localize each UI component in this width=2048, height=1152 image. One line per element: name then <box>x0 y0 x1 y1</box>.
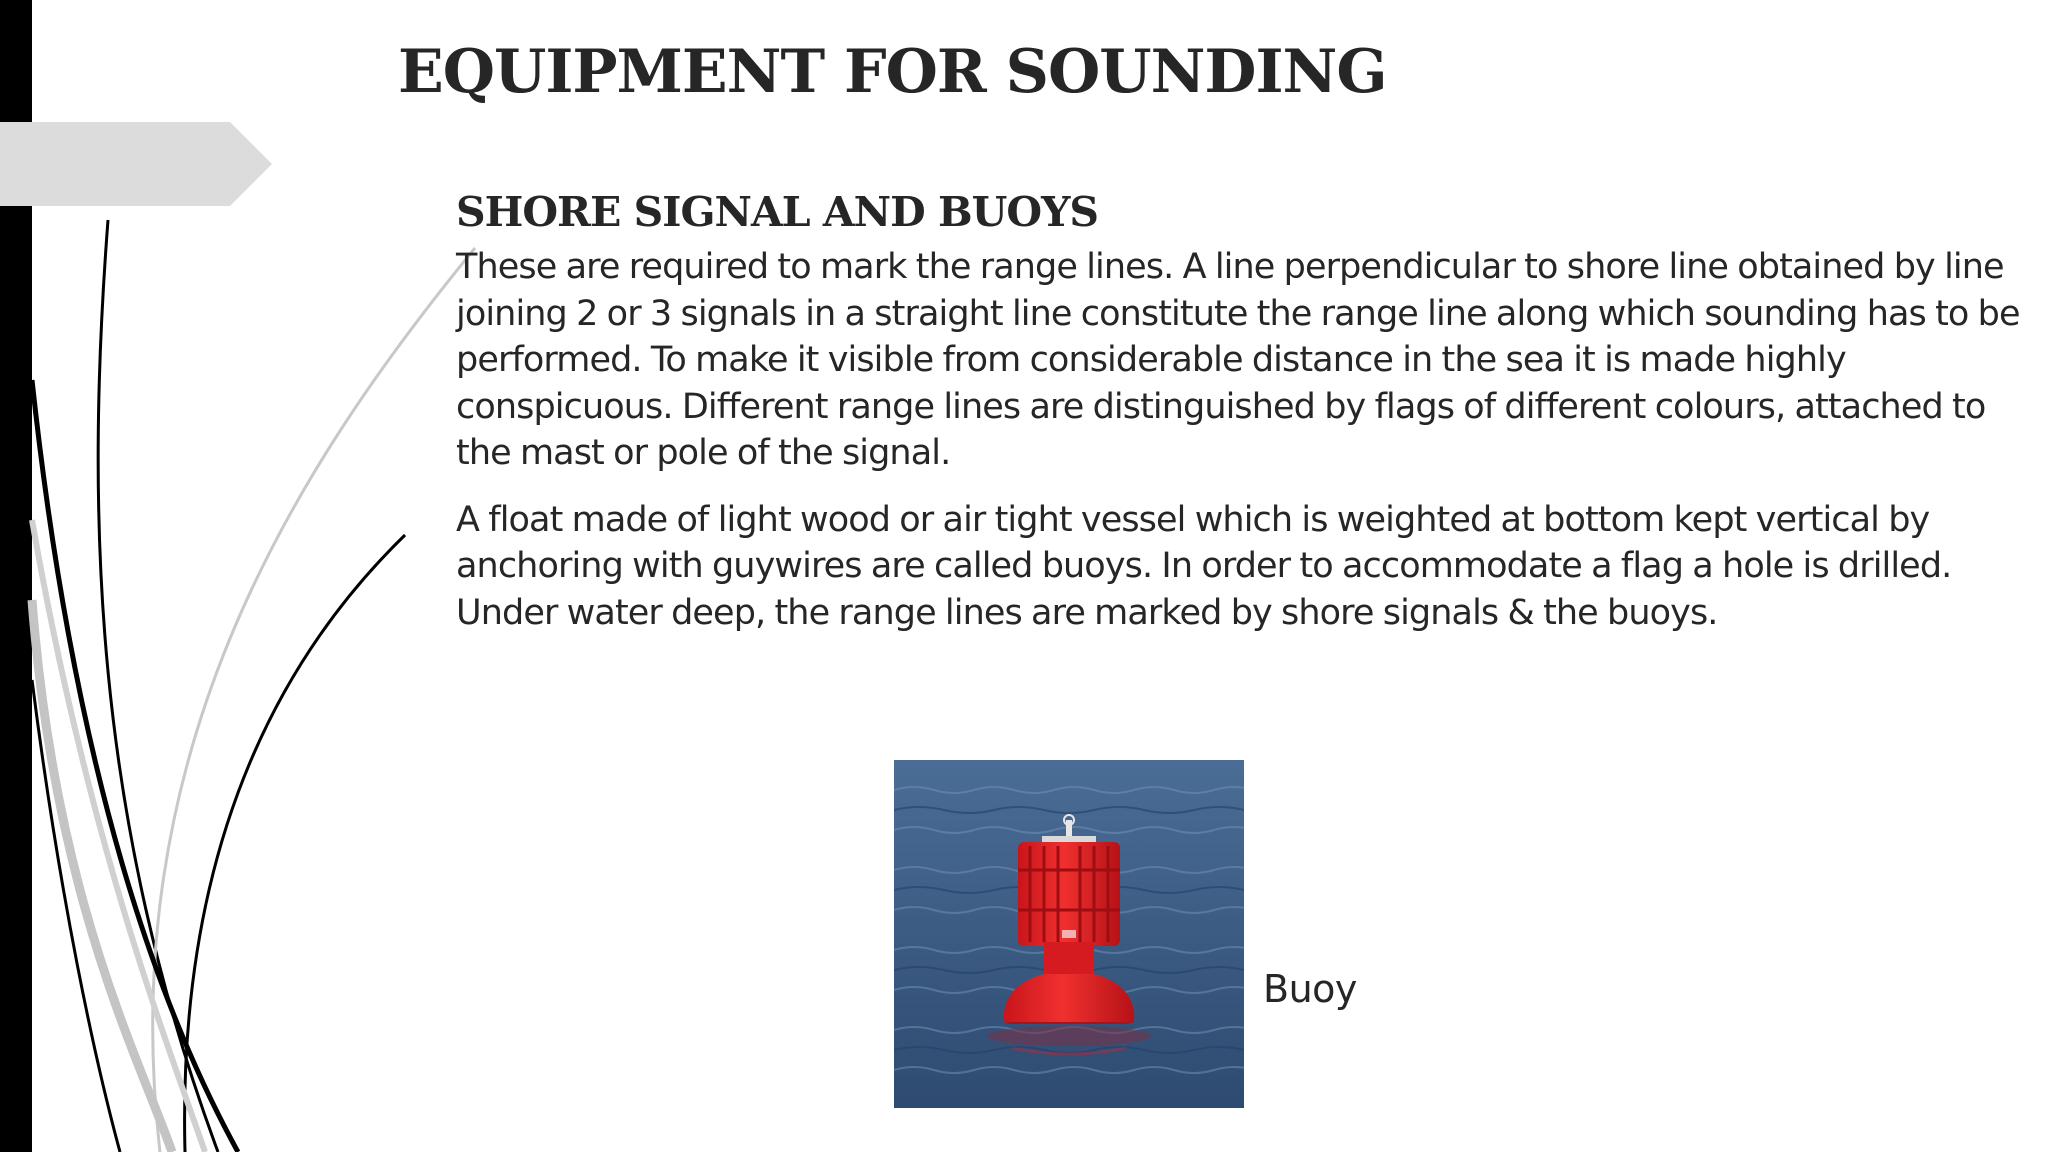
buoy-image <box>894 760 1244 1108</box>
arrow-tab-shape <box>0 122 272 206</box>
page-title: EQUIPMENT FOR SOUNDING <box>398 37 1387 107</box>
section-heading: SHORE SIGNAL AND BUOYS <box>456 188 1098 236</box>
slide-content <box>456 184 2036 656</box>
paragraph-shore-signals: These are required to mark the range lines. A line perpendicular to shore line obtained by line joining 2 or 3 signals in a straight line constitute the range line along which sounding has to be performed. To make it visible from considerable distance in the sea it is made highly conspicuous. Different range lines are distinguished by flags of different colours, attached to the mast or pole of the signal. <box>456 247 2020 473</box>
left-accent-bar <box>0 0 32 1152</box>
image-caption: Buoy <box>1263 967 1357 1011</box>
paragraph-buoys: A float made of light wood or air tight vessel which is weighted at bottom kept vertical by anchoring with guywires are called buoys. In order to accommodate a flag a hole is drilled. Under water deep, the range lines are marked by shore signals & the buoys. <box>456 499 1952 633</box>
